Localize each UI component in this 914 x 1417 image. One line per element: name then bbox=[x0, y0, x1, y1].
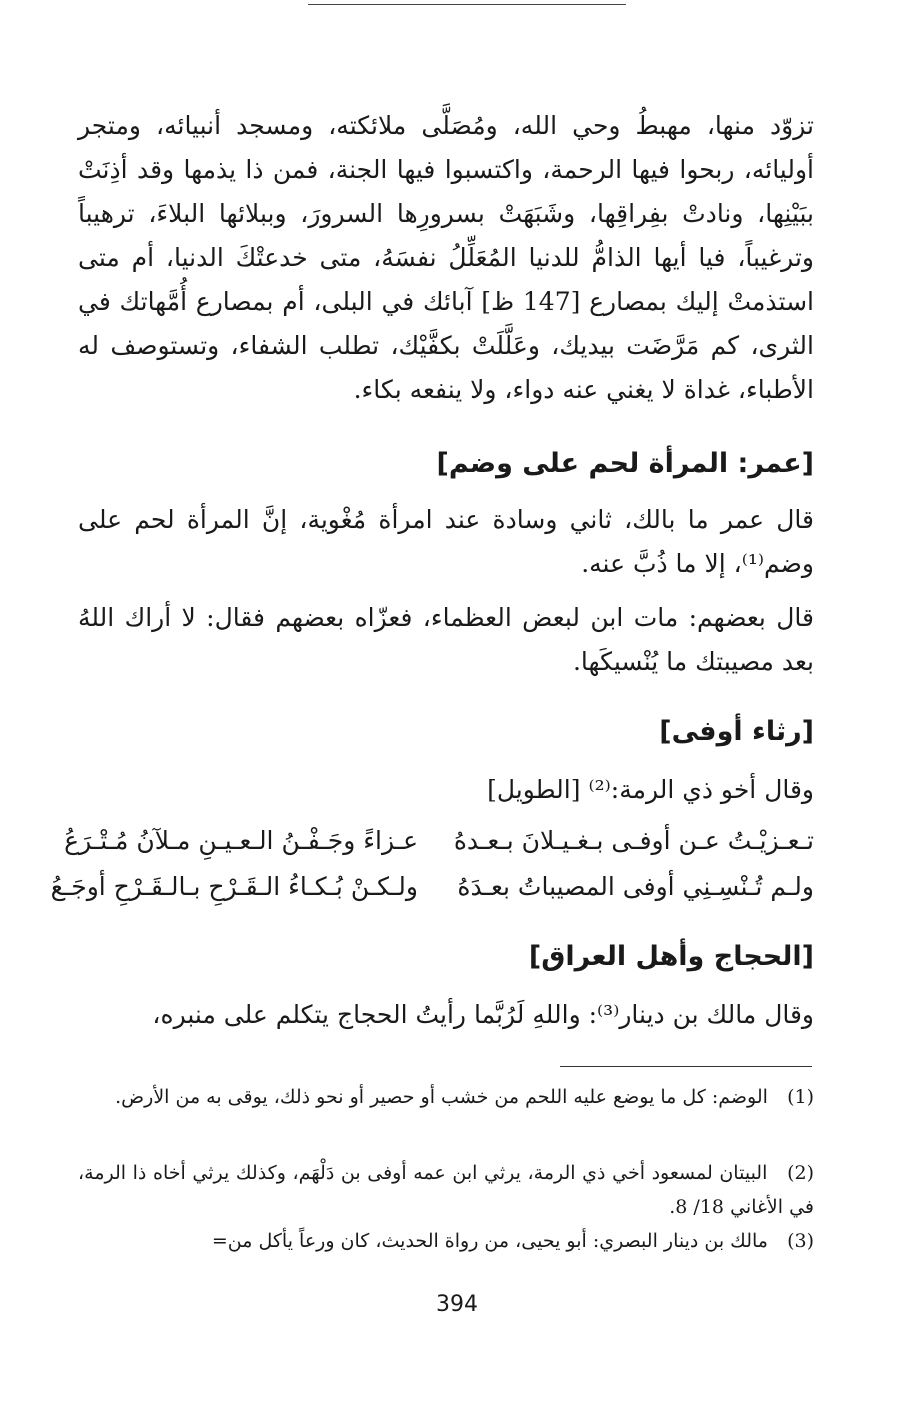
verse-first-hemistich: ولـم تُـنْسِـنِي أوفى المصيباتُ بعـدَهُ bbox=[457, 872, 814, 901]
footnote-number: (1) bbox=[787, 1086, 814, 1108]
paragraph-malik: وقال مالك بن دينار⁽³⁾: واللهِ لَرُبَّما رأيتُ الحجاج يتكلم على منبره، bbox=[152, 1000, 814, 1029]
main-paragraph: تزوّد منها، مهبطُ وحي الله، ومُصَلَّى ملائكته، ومسجد أنبيائه، ومتجر أوليائه، ربحوا فيها الرحمة، واكتسبوا فيها الجنة، فمن ذا يذمها وقد أذِنَتْ ببَيْنِها، ونادتْ بفِراقِها، وشَبَهَتْ بسرورِها السرورَ، وببلائها البلاءَ، ترهيباً وترغيباً، فيا أيها الذامُّ للدنيا المُعَلِّلُ نفسَهُ، متى خدعتْكَ الدنيا، أم متى استذمتْ إليك بمصارع [147 ظ] آبائك في البلى، أم بمصارع أُمَّهاتك في الثرى، كم مَرَّضَت بيديك، وعَلَّلَتْ بكفَّيْك، تطلب الشفاء، وتستوصف له الأطباء، غداة لا يغني عنه دواء، ولا ينفعه بكاء. bbox=[78, 111, 814, 404]
top-rule bbox=[308, 4, 626, 5]
poem-verse bbox=[64, 826, 814, 870]
section-heading-ritha: [رثاء أوفى] bbox=[659, 716, 814, 747]
verse-second-hemistich: عـزاءً وجَـفْـنُ الـعـيـنِ مـلآنُ مُـتْـرَعُ bbox=[64, 826, 418, 855]
page-number: 394 bbox=[436, 1292, 478, 1317]
footnote bbox=[78, 1224, 814, 1258]
footnote-text: البيتان لمسعود أخي ذي الرمة، يرثي ابن عمه أوفى بن دَلْهَم، وكذلك يرثي أخاه ذا الرمة، في الأغاني 18/ 8. bbox=[78, 1162, 814, 1218]
paragraph-omar: قال عمر ما بالك، ثاني وسادة عند امرأة مُغْوية، إنَّ المرأة لحم على وضم⁽¹⁾، إلا ما ذُبَّ عنه. bbox=[78, 505, 814, 578]
footnote-number: (3) bbox=[787, 1230, 814, 1252]
verse-first-hemistich: تـعـزيْـتُ عـن أوفـى بـغـيـلانَ بـعـدهُ bbox=[453, 826, 814, 855]
poem-verse bbox=[50, 872, 814, 916]
paragraph-condolence: قال بعضهم: مات ابن لبعض العظماء، فعزّاه بعضهم فقال: لا أراك اللهُ بعد مصيبتك ما يُنْسيكَها. bbox=[78, 603, 814, 676]
footnote bbox=[78, 1080, 814, 1114]
footnote-rule bbox=[560, 1066, 812, 1067]
section-heading-hajjaj: [الحجاج وأهل العراق] bbox=[528, 941, 814, 972]
verse-second-hemistich: ولـكـنْ بُـكـاءُ الـقَـرْحِ بـالـقَـرْحِ أوجَـعُ bbox=[50, 872, 418, 901]
footnote-text: الوضم: كل ما يوضع عليه اللحم من خشب أو حصير أو نحو ذلك، يوقى به من الأرض. bbox=[115, 1086, 768, 1108]
footnote bbox=[78, 1156, 814, 1224]
footnote-text: مالك بن دينار البصري: أبو يحيى، من رواة الحديث، كان ورعاً يأكل من= bbox=[211, 1230, 768, 1252]
footnote-number: (2) bbox=[787, 1162, 814, 1184]
poem-intro: وقال أخو ذي الرمة:⁽²⁾ [الطويل] bbox=[487, 775, 814, 804]
section-heading-omar: [عمر: المرأة لحم على وضم] bbox=[436, 448, 814, 479]
